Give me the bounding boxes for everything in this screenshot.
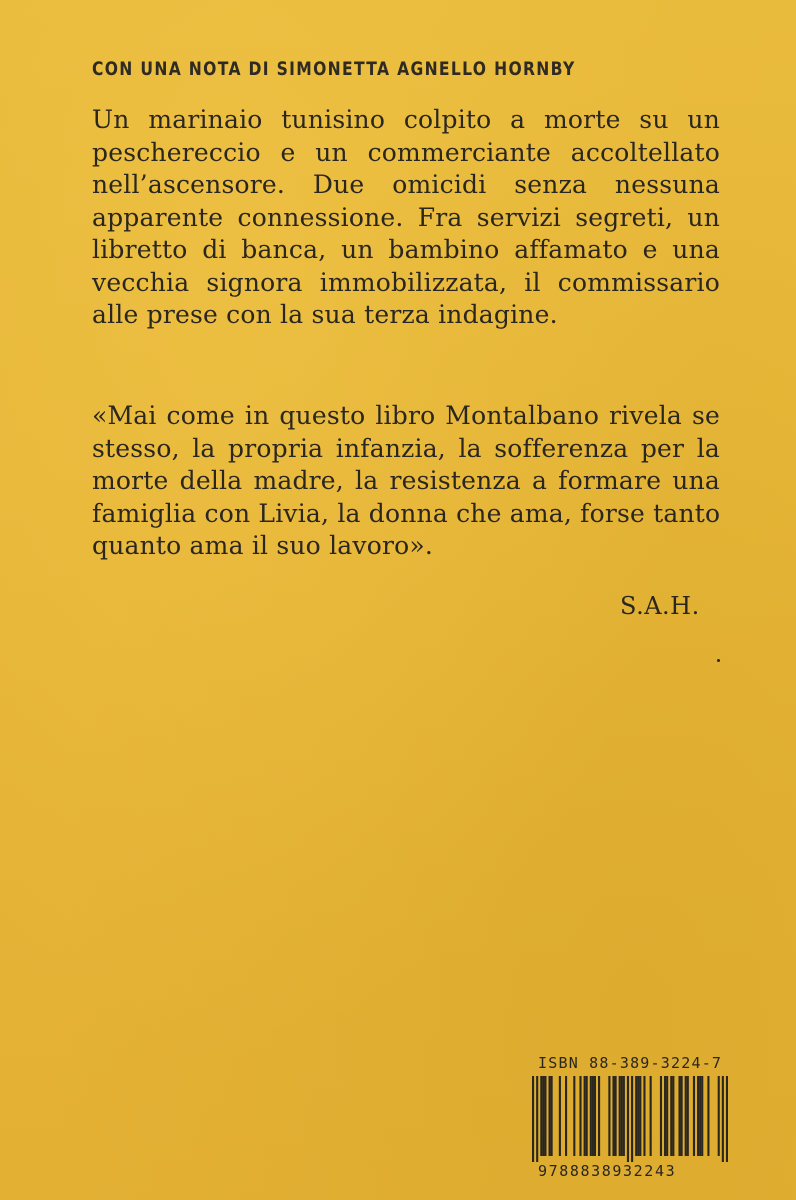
- barcode-bar: [631, 1076, 633, 1162]
- barcode-bar: [685, 1076, 687, 1156]
- barcode-bar: [627, 1076, 629, 1162]
- quote-line: quanto ama il suo lavoro».: [92, 531, 434, 560]
- barcode-bar: [637, 1076, 639, 1156]
- barcode-bar: [573, 1076, 575, 1156]
- quote-line: famiglia con Livia, la donna che ama, forse tanto: [92, 498, 721, 528]
- barcode-bar: [608, 1076, 610, 1156]
- barcode-bar: [666, 1076, 668, 1156]
- barcode-bar: [672, 1076, 674, 1156]
- quote-line: «Mai come in questo libro Montalbano rivela se: [92, 401, 720, 430]
- barcode-bar: [594, 1076, 596, 1156]
- quote-paragraph: [92, 400, 720, 563]
- barcode-bar: [726, 1076, 728, 1162]
- barcode-bar: [664, 1076, 666, 1156]
- barcode-bar: [722, 1076, 724, 1162]
- barcode-bar: [660, 1076, 662, 1156]
- barcode-bar: [544, 1076, 546, 1156]
- synopsis-line: peschereccio e un commerciante accoltellato: [92, 137, 720, 167]
- barcode-bar: [532, 1076, 534, 1162]
- synopsis-paragraph: [92, 104, 720, 332]
- barcode-bar: [584, 1076, 586, 1156]
- barcode-bar: [565, 1076, 567, 1156]
- barcode-bar: [681, 1076, 683, 1156]
- barcode-digits: 9788838932243: [538, 1162, 677, 1180]
- barcode-bar: [639, 1076, 641, 1156]
- barcode-bar: [586, 1076, 588, 1156]
- barcode-bar: [612, 1076, 614, 1156]
- quote-signature: S.A.H.: [620, 592, 700, 620]
- synopsis-line: alle prese con la sua terza indagine.: [92, 300, 558, 329]
- barcode-bar: [551, 1076, 553, 1156]
- barcode-bar: [693, 1076, 695, 1156]
- barcode-bar: [536, 1076, 538, 1162]
- barcode-bar: [623, 1076, 625, 1156]
- barcode-bar: [670, 1076, 672, 1156]
- print-speck: [717, 659, 720, 662]
- isbn-block: [532, 1054, 728, 1184]
- barcode: [532, 1076, 728, 1162]
- barcode-bar: [590, 1076, 592, 1156]
- barcode-bar: [699, 1076, 701, 1156]
- note-header: CON UNA NOTA DI SIMONETTA AGNELLO HORNBY: [92, 58, 576, 80]
- barcode-bar: [707, 1076, 709, 1156]
- barcode-bar: [540, 1076, 542, 1156]
- quote-line: morte della madre, la resistenza a formare una: [92, 466, 720, 495]
- synopsis-line: nell’ascensore. Due omicidi senza nessuna: [92, 170, 720, 199]
- barcode-bar: [579, 1076, 581, 1156]
- synopsis-line: libretto di banca, un bambino affamato e una: [92, 235, 720, 264]
- barcode-bar: [687, 1076, 689, 1156]
- barcode-bar: [615, 1076, 617, 1156]
- barcode-bar: [718, 1076, 720, 1156]
- barcode-bar: [621, 1076, 623, 1156]
- barcode-bar: [549, 1076, 551, 1156]
- synopsis-line: apparente connessione. Fra servizi segreti, un: [92, 202, 720, 232]
- barcode-bar: [650, 1076, 652, 1156]
- barcode-bar: [697, 1076, 699, 1156]
- synopsis-line: Un marinaio tunisino colpito a morte su un: [92, 105, 720, 134]
- barcode-bar: [701, 1076, 703, 1156]
- barcode-bar: [643, 1076, 645, 1156]
- barcode-bar: [592, 1076, 594, 1156]
- barcode-bar: [559, 1076, 561, 1156]
- barcode-bar: [635, 1076, 637, 1156]
- barcode-bar: [619, 1076, 621, 1156]
- barcode-bar: [542, 1076, 544, 1156]
- isbn-label: ISBN 88-389-3224-7: [538, 1054, 723, 1072]
- barcode-bar: [678, 1076, 680, 1156]
- synopsis-line: vecchia signora immobilizzata, il commissario: [92, 267, 720, 297]
- barcode-bar: [598, 1076, 600, 1156]
- quote-line: stesso, la propria infanzia, la sofferenza per la: [92, 433, 720, 463]
